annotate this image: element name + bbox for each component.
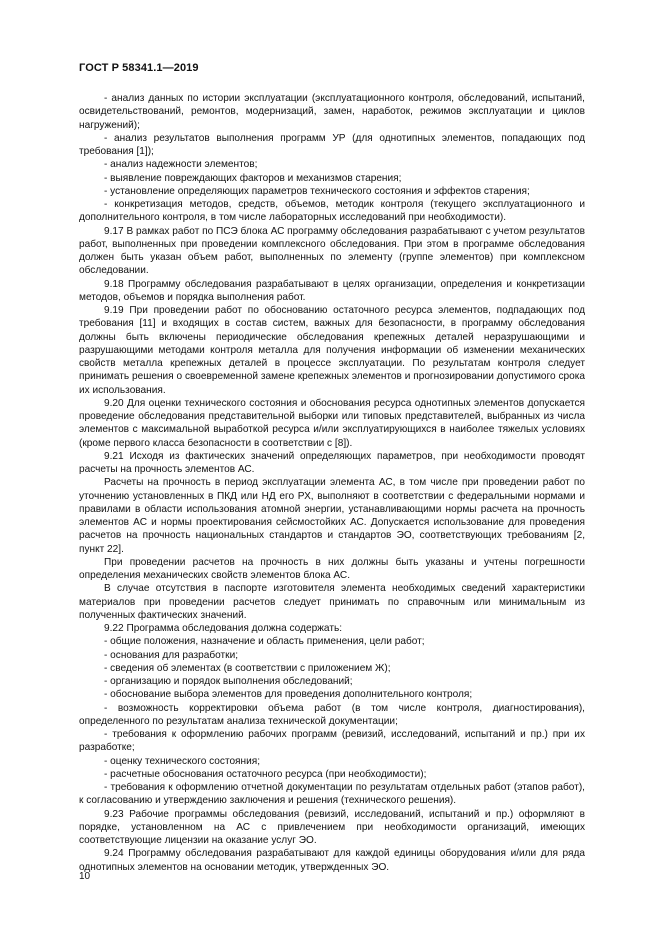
paragraph: - анализ данных по истории эксплуатации (эксплуатационного контроля, обследований, испытаний, освидетельствований, ремонтов, модернизаций, замен, наработок, режимов эксплуатации и циклов нагружений);: [79, 93, 585, 131]
paragraph: - основания для разработки;: [104, 649, 239, 661]
paragraph: - анализ результатов выполнения программ УР (для однотипных элементов, попадающих под требования [1]);: [79, 132, 585, 157]
paragraph: - возможность корректировки объема работ (в том числе контроля, диагностирования), определенного по результатам анализа технической документации;: [79, 702, 585, 727]
paragraph: - требования к оформлению рабочих программ (ревизий, исследований, испытаний и пр.) при их разработке;: [79, 729, 585, 754]
paragraph: - конкретизация методов, средств, объемов, методик контроля (текущего эксплуатационного и дополнительного контроля, в том числе лабораторных исследований при необходимости).: [79, 199, 585, 224]
paragraph: - анализ надежности элементов;: [104, 159, 258, 171]
paragraph: - организацию и порядок выполнения обследований;: [104, 676, 353, 687]
paragraph: 9.24 Программу обследования разрабатывают для каждой единицы оборудования и/или для ряда однотипных элементов на основании методик, утвержденных ЭО.: [79, 848, 585, 873]
paragraph: 9.21 Исходя из фактических значений определяющих параметров, при необходимости проводят расчеты на прочность элементов АС.: [79, 450, 585, 475]
document-body: [79, 92, 585, 874]
paragraph: 9.20 Для оценки технического состояния и обоснования ресурса однотипных элементов допускается проведение обследования представительной выборки или типовых представителей, выбранных из числа элементов с максимальной выработкой ресурса и/или эксплуатирующихся в наиболее тяжелых условиях (кроме первого класса безопасности в соответствии с [8]).: [79, 397, 585, 449]
page-number: 10: [79, 871, 91, 882]
paragraph: 9.19 При проведении работ по обоснованию остаточного ресурса элементов, подпадающих под требования [11] и входящих в состав систем, важных для безопасности, в программу обследования должны быть включены периодические обследования крепежных деталей неразрушающими и разрушающими методами контроля металла для получения информации об изменении механических свойств металла крепежных деталей в процессе эксплуатации. По результатам контроля следует принимать решения о своевременной замене крепежных элементов и прогнозировании допустимого срока их использования.: [79, 305, 585, 396]
paragraph: - оценку технического состояния;: [104, 755, 261, 767]
paragraph: Расчеты на прочность в период эксплуатации элемента АС, в том числе при проведении работ по уточнению установленных в ПКД или НД его РХ, выполняют в соответствии с федеральными нормами и правилами в области использования атомной энергии, устанавливающими нормы расчета на прочность элементов АС и нормы проектирования сейсмостойких АС. Допускается использование для проведения расчетов на прочность национальных стандартов и стандартов ЭО, соответствующих требованиям [2, пункт 22].: [79, 477, 585, 555]
paragraph: - общие положения, назначение и область применения, цели работ;: [104, 636, 425, 648]
paragraph: - обоснование выбора элементов для проведения дополнительного контроля;: [104, 689, 473, 701]
paragraph: - выявление повреждающих факторов и механизмов старения;: [104, 172, 402, 184]
paragraph: 9.17 В рамках работ по ПСЭ блока АС программу обследования разрабатывают с учетом результатов работ, выполненных при проведении комплексного обследования. При этом в программе обследования должен быть указан объем работ, выполненных по элементу (группе элементов) при комплексном обследовании.: [79, 225, 585, 277]
paragraph: 9.22 Программа обследования должна содержать:: [104, 623, 343, 634]
paragraph: В случае отсутствия в паспорте изготовителя элемента необходимых сведений характеристики материалов при проведении расчетов следует принимать по справочным или минимальным из полученных фактических значений.: [79, 583, 585, 621]
paragraph: При проведении расчетов на прочность в них должны быть указаны и учтены погрешности определения механических свойств элементов блока АС.: [79, 556, 585, 581]
document-header-id: ГОСТ Р 58341.1—2019: [79, 62, 199, 74]
paragraph: 9.23 Рабочие программы обследования (ревизий, исследований, испытаний и пр.) оформляют в порядке, установленном на АС с привлечением при необходимости организаций, имеющих соответствующие лицензии на оказание услуг ЭО.: [79, 808, 585, 846]
paragraph: - расчетные обоснования остаточного ресурса (при необходимости);: [104, 768, 427, 780]
paragraph: - сведения об элементах (в соответствии с приложением Ж);: [104, 662, 391, 674]
paragraph: - требования к оформлению отчетной документации по результатам отдельных работ (этапов работ), к согласованию и утверждению заключения и решения (технического решения).: [79, 782, 585, 807]
paragraph: - установление определяющих параметров технического состояния и эффектов старения;: [104, 185, 530, 197]
paragraph: 9.18 Программу обследования разрабатывают в целях организации, определения и конкретизации методов, объемов и порядка выполнения работ.: [79, 278, 585, 303]
